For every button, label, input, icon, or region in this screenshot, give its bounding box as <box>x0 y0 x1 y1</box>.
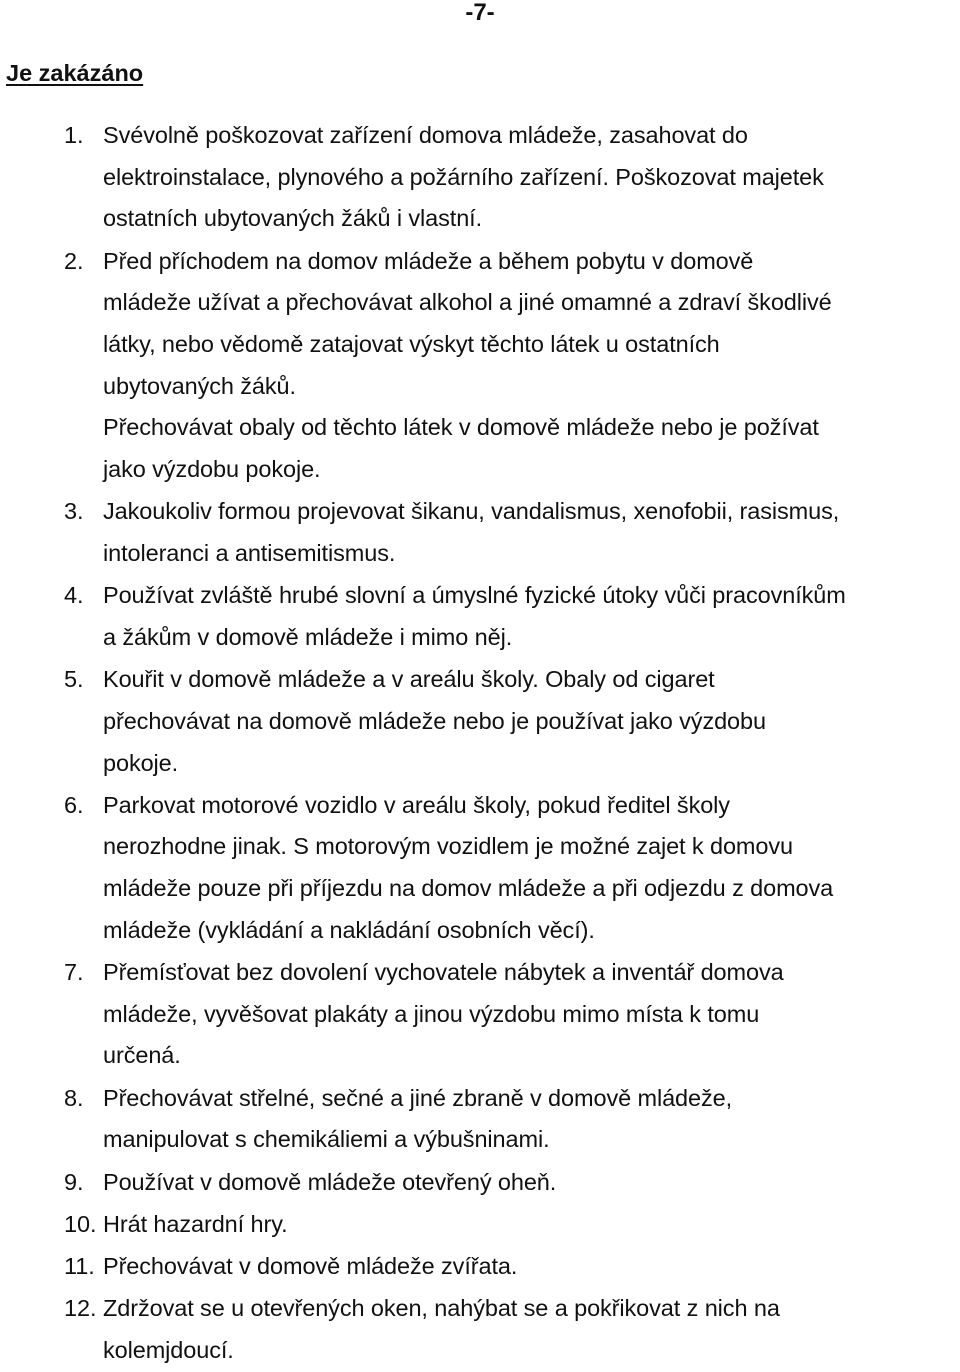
rule-text-line: Přechovávat střelné, sečné a jiné zbraně v domově mládeže, <box>103 1084 733 1111</box>
rule-text-line: Používat zvláště hrubé slovní a úmyslné fyzické útoky vůči pracovníkům <box>103 582 846 609</box>
rule-number: 3. <box>64 498 84 525</box>
rule-text-line: mládeže, vyvěšovat plakáty a jinou výzdobu mimo místa k tomu <box>103 1000 760 1027</box>
rule-text-line: ubytovaných žáků. <box>103 372 296 399</box>
rule-item <box>0 575 960 658</box>
rule-item <box>0 952 960 1077</box>
rule-number: 7. <box>64 959 84 986</box>
rule-text-line: elektroinstalace, plynového a požárního zařízení. Poškozovat majetek <box>103 163 824 190</box>
rule-text <box>103 952 956 1077</box>
rule-number: 5. <box>64 666 84 693</box>
rule-text <box>103 115 956 240</box>
rule-item <box>0 1246 960 1288</box>
rule-number: 10. <box>64 1210 97 1237</box>
rule-text-line: Jakoukoliv formou projevovat šikanu, vandalismus, xenofobii, rasismus, <box>103 498 840 525</box>
rule-text-line: určená. <box>103 1042 181 1069</box>
rule-item <box>0 1078 960 1161</box>
rule-item <box>0 115 960 240</box>
rule-text-line: Kouřit v domově mládeže a v areálu školy. Obaly od cigaret <box>103 666 715 693</box>
rule-item <box>0 785 960 952</box>
rule-text <box>103 1204 956 1246</box>
page-number: -7- <box>465 0 495 26</box>
rules-list <box>0 115 960 1372</box>
rule-text <box>103 575 956 658</box>
rule-text-line: Přemísťovat bez dovolení vychovatele nábytek a inventář domova <box>103 959 784 986</box>
rule-text <box>103 241 956 491</box>
rule-text-line: manipulovat s chemikáliemi a výbušninami. <box>103 1126 550 1153</box>
rule-number: 2. <box>64 247 84 274</box>
rule-number: 12. <box>64 1295 97 1322</box>
rule-text-line: pokoje. <box>103 749 179 776</box>
rule-text-line: Používat v domově mládeže otevřený oheň. <box>103 1168 557 1195</box>
rule-text-line: jako výzdobu pokoje. <box>103 456 321 483</box>
rule-text-line: Přechovávat v domově mládeže zvířata. <box>103 1252 518 1279</box>
section-heading: Je zakázáno <box>6 60 144 86</box>
rule-text-line: přechovávat na domově mládeže nebo je používat jako výzdobu <box>103 707 766 734</box>
rule-number: 4. <box>64 582 84 609</box>
rule-text-line: a žákům v domově mládeže i mimo něj. <box>103 623 513 650</box>
rule-text <box>103 785 956 952</box>
rule-item <box>0 1288 960 1371</box>
rule-text-line: Svévolně poškozovat zařízení domova mládeže, zasahovat do <box>103 122 748 148</box>
rule-text-line: nerozhodne jinak. S motorovým vozidlem je možné zajet k domovu <box>103 833 793 860</box>
rule-number: 9. <box>64 1168 84 1195</box>
rule-item <box>0 1162 960 1204</box>
rule-text-line: mládeže (vykládání a nakládání osobních věcí). <box>103 916 595 943</box>
rule-item <box>0 241 960 491</box>
rule-text <box>103 659 956 784</box>
rule-text <box>103 491 956 574</box>
rule-text-line: Přechovávat obaly od těchto látek v domově mládeže nebo je požívat <box>103 414 819 441</box>
rule-text-line: ostatních ubytovaných žáků i vlastní. <box>103 205 483 232</box>
rule-text-line: Hrát hazardní hry. <box>103 1210 288 1237</box>
rule-text-line: mládeže pouze při příjezdu na domov mládeže a při odjezdu z domova <box>103 875 834 902</box>
rule-text <box>103 1246 956 1288</box>
rule-text <box>103 1078 956 1161</box>
rule-text-line: Před příchodem na domov mládeže a během pobytu v domově <box>103 247 754 274</box>
rule-item <box>0 491 960 574</box>
rule-number: 8. <box>64 1084 84 1111</box>
rule-number: 6. <box>64 791 84 818</box>
rule-number: 11. <box>64 1252 95 1279</box>
rule-text-line: mládeže užívat a přechovávat alkohol a jiné omamné a zdraví škodlivé <box>103 289 832 316</box>
rule-text-line: intoleranci a antisemitismus. <box>103 540 396 567</box>
rule-text-line: Zdržovat se u otevřených oken, nahýbat se a pokřikovat z nich na <box>103 1295 780 1322</box>
rule-item <box>0 1204 960 1246</box>
rule-text-line: látky, nebo vědomě zatajovat výskyt těchto látek u ostatních <box>103 331 720 358</box>
rule-text-line: Parkovat motorové vozidlo v areálu školy, pokud ředitel školy <box>103 791 730 818</box>
rule-number: 1. <box>64 122 84 148</box>
rule-text-line: kolemjdoucí. <box>103 1336 234 1363</box>
rule-text <box>103 1162 956 1204</box>
rule-item <box>0 659 960 784</box>
rule-text <box>103 1288 956 1371</box>
